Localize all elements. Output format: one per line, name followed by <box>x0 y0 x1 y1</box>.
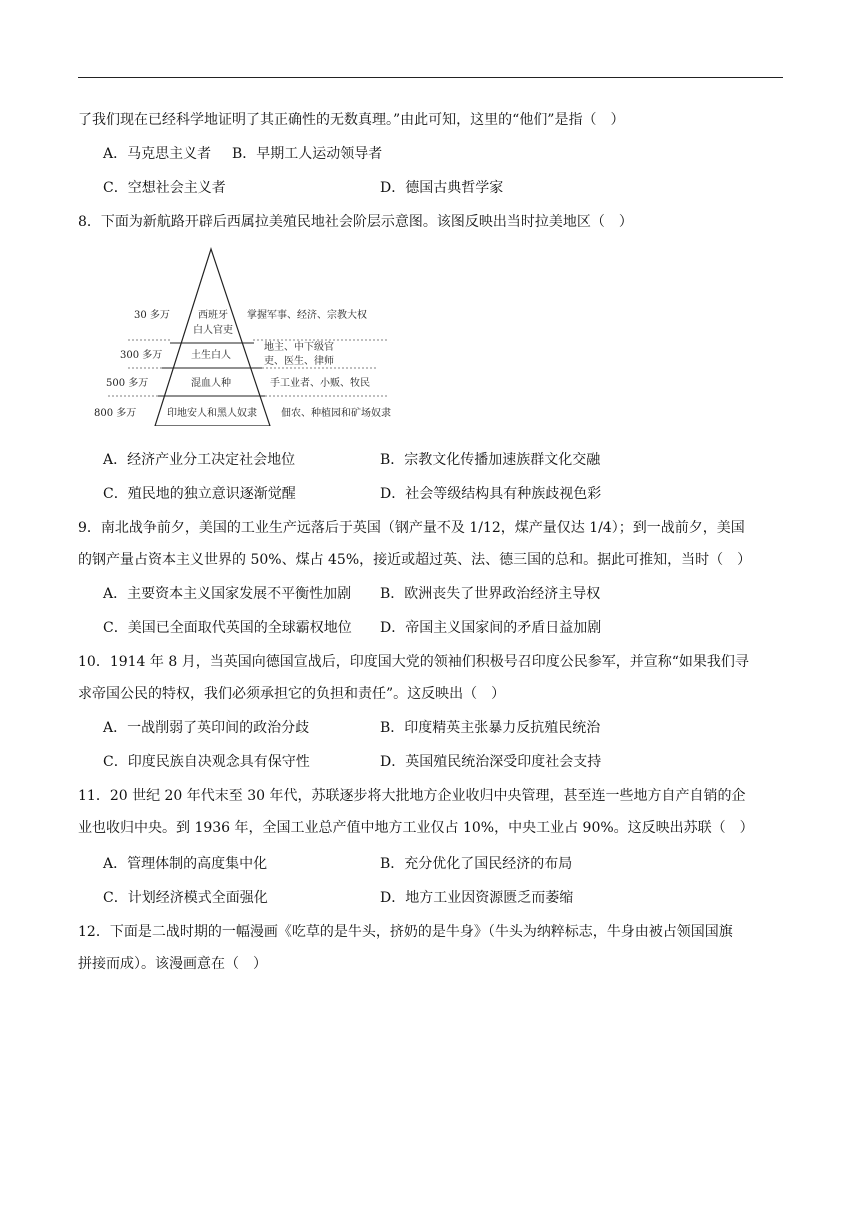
q11-stem-line1: 11．20 世纪 20 年代末至 30 年代，苏联逐步将大批地方企业收归中央管理，甚至连一些地方自产自销的企 <box>78 788 746 804</box>
q7-option-c[interactable]: C．空想社会主义者 <box>103 180 226 196</box>
layer1-name-line1: 西班牙 <box>198 310 228 321</box>
q7-option-d[interactable]: D．德国古典哲学家 <box>380 180 504 196</box>
layer3-role: 手工业者、小贩、牧民 <box>270 378 370 389</box>
q11-option-c[interactable]: C．计划经济模式全面强化 <box>103 890 268 906</box>
layer1-role: 掌握军事、经济、宗教大权 <box>247 310 367 321</box>
q7-option-b[interactable]: B．早期工人运动领导者 <box>232 146 383 162</box>
q10-option-b[interactable]: B．印度精英主张暴力反抗殖民统治 <box>380 720 601 736</box>
q9-option-b[interactable]: B．欧洲丧失了世界政治经济主导权 <box>380 586 601 602</box>
layer2-role-line2: 吏、医生、律师 <box>264 356 334 367</box>
q7-option-a[interactable]: A．马克思主义者 <box>103 146 212 162</box>
q8-option-b[interactable]: B．宗教文化传播加速族群文化交融 <box>380 452 601 468</box>
q11-stem-line2: 业也收归中央。到 1936 年，全国工业总产值中地方工业仅占 10%，中央工业占 90%。这反映出苏联（ ） <box>78 820 754 836</box>
q12-stem-line2: 拼接而成）。该漫画意在（ ） <box>78 956 267 972</box>
header-rule <box>78 77 783 78</box>
layer3-name: 混血人种 <box>191 378 231 389</box>
q10-option-a[interactable]: A．一战削弱了英印间的政治分歧 <box>103 720 310 736</box>
q8-option-a[interactable]: A．经济产业分工决定社会地位 <box>103 452 296 468</box>
q11-option-d[interactable]: D．地方工业因资源匮乏而萎缩 <box>380 890 574 906</box>
layer4-name: 印地安人和黑人奴隶 <box>167 408 257 419</box>
layer1-name-line2: 白人官吏 <box>193 325 233 336</box>
pyramid-outline <box>155 249 270 426</box>
layer4-role: 佃农、种植园和矿场奴隶 <box>281 408 391 419</box>
q10-stem-line1: 10．1914 年 8 月，当英国向德国宣战后，印度国大党的领袖们积极号召印度公民参军，并宣称“如果我们寻 <box>78 654 749 670</box>
layer2-name: 土生白人 <box>191 350 231 361</box>
layer2-role-line1: 地主、中下级官 <box>264 342 334 353</box>
social-pyramid-figure <box>88 246 428 426</box>
q9-option-a[interactable]: A．主要资本主义国家发展不平衡性加剧 <box>103 586 352 602</box>
q8-option-d[interactable]: D．社会等级结构具有种族歧视色彩 <box>380 486 602 502</box>
q11-option-a[interactable]: A．管理体制的高度集中化 <box>103 856 268 872</box>
layer3-count: 500 多万 <box>106 378 149 389</box>
q8-option-c[interactable]: C．殖民地的独立意识逐渐觉醒 <box>103 486 296 502</box>
q9-option-c[interactable]: C．美国已全面取代英国的全球霸权地位 <box>103 620 352 636</box>
layer4-count: 800 多万 <box>94 408 137 419</box>
q9-stem-line1: 9．南北战争前夕，美国的工业生产远落后于英国（钢产量不及 1/12，煤产量仅达 1/4）；到一战前夕，美国 <box>78 520 745 536</box>
q7-stem: 了我们现在已经科学地证明了其正确性的无数真理。”由此可知，这里的“他们”是指（ ） <box>78 112 625 128</box>
layer2-count: 300 多万 <box>120 350 163 361</box>
q10-option-c[interactable]: C．印度民族自决观念具有保守性 <box>103 754 310 770</box>
layer1-count: 30 多万 <box>134 310 170 321</box>
q11-option-b[interactable]: B．充分优化了国民经济的布局 <box>380 856 573 872</box>
q9-option-d[interactable]: D．帝国主义国家间的矛盾日益加剧 <box>380 620 602 636</box>
q10-stem-line2: 求帝国公民的特权，我们必须承担它的负担和责任”。这反映出（ ） <box>78 686 506 702</box>
q12-stem-line1: 12．下面是二战时期的一幅漫画《吃草的是牛头，挤奶的是牛身》（牛头为纳粹标志，牛身由被占领国国旗 <box>78 924 733 940</box>
q10-option-d[interactable]: D．英国殖民统治深受印度社会支持 <box>380 754 602 770</box>
q9-stem-line2: 的钢产量占资本主义世界的 50%、煤占 45%，接近或超过英、法、德三国的总和。据此可推知，当时（ ） <box>78 552 752 568</box>
q8-stem: 8．下面为新航路开辟后西属拉美殖民地社会阶层示意图。该图反映出当时拉美地区（ ） <box>78 214 633 230</box>
